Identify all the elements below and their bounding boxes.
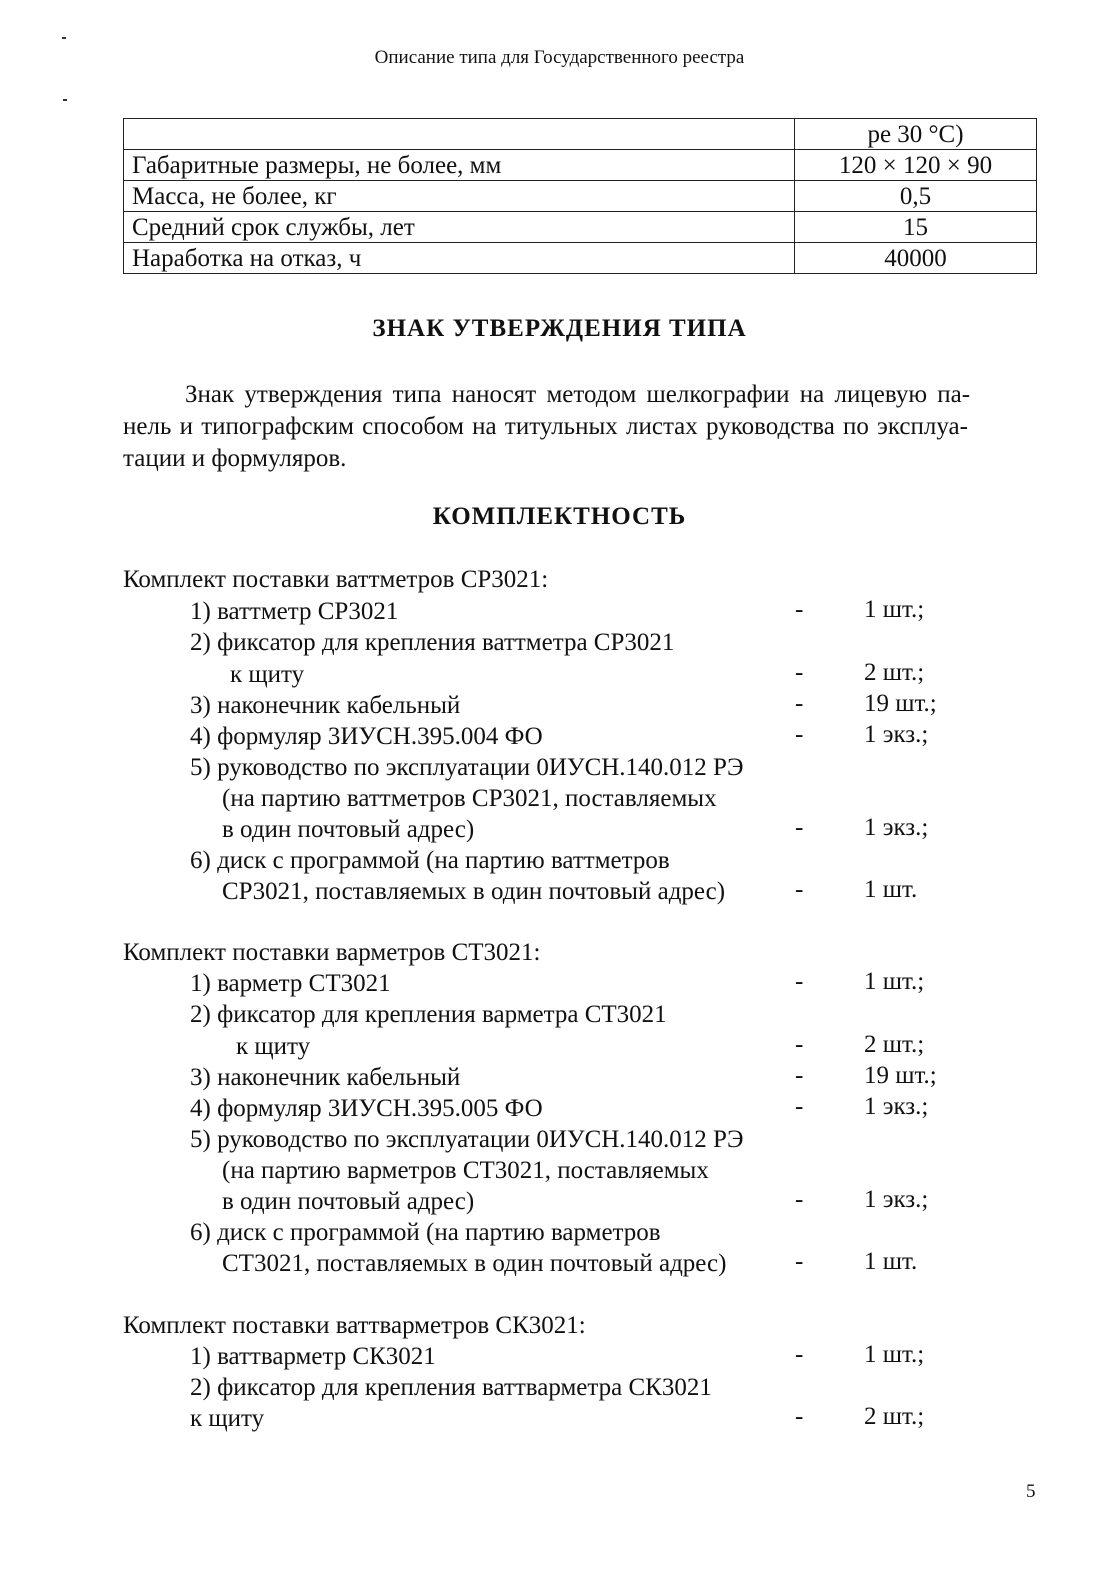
dash: -	[795, 1186, 804, 1213]
list-item: 5) руководство по эксплуатации 0ИУСН.140.012 РЭ	[190, 754, 744, 781]
list-item: 2) фиксатор для крепления ваттметра СР3021	[190, 629, 675, 656]
item-qty: 1 экз.;	[864, 1093, 929, 1120]
list-item: 1) ваттварметр СК3021	[190, 1343, 436, 1370]
spec-label: Наработка на отказ, ч	[124, 243, 795, 274]
approval-title: ЗНАК УТВЕРЖДЕНИЯ ТИПА	[372, 315, 747, 342]
item-qty: 1 экз.;	[864, 721, 929, 748]
scan-mark	[62, 37, 66, 39]
page-header: Описание типа для Государственного реестра	[374, 47, 745, 68]
approval-text-line: Знак утверждения типа наносят методом шелкографии на лицевую па-	[185, 381, 971, 408]
scan-mark	[63, 99, 67, 101]
page-number: 5	[1026, 1481, 1036, 1502]
item-qty: 1 экз.;	[864, 814, 929, 841]
list-item-cont: (на партию варметров СТ3021, поставляемых	[222, 1157, 709, 1184]
spec-label: Масса, не более, кг	[124, 181, 795, 212]
dash: -	[795, 1403, 804, 1430]
list-item: 4) формуляр 3ИУСН.395.005 ФО	[190, 1095, 543, 1122]
list-item: 4) формуляр 3ИУСН.395.004 ФО	[190, 723, 543, 750]
item-qty: 19 шт.;	[864, 1062, 937, 1089]
list-item: 1) ваттметр СР3021	[190, 598, 399, 625]
list-item: 6) диск с программой (на партию варметров	[190, 1219, 661, 1246]
spec-value: ре 30 °С)	[795, 119, 1037, 150]
item-qty: 19 шт.;	[864, 690, 937, 717]
item-qty: 1 экз.;	[864, 1186, 929, 1213]
table-row	[124, 212, 1037, 243]
dash: -	[795, 968, 804, 995]
dash: -	[795, 721, 804, 748]
set-heading: Комплект поставки ваттварметров СК3021:	[123, 1312, 586, 1339]
spec-label	[124, 119, 795, 150]
completeness-title: КОМПЛЕКТНОСТЬ	[432, 503, 687, 530]
list-item-cont: к щиту	[236, 1033, 311, 1060]
table-row	[124, 181, 1037, 212]
table-row	[124, 150, 1037, 181]
item-qty: 1 шт.	[864, 876, 918, 903]
specs-table	[123, 118, 1037, 274]
item-qty: 1 шт.;	[864, 1341, 925, 1368]
list-item: 5) руководство по эксплуатации 0ИУСН.140.012 РЭ	[190, 1126, 744, 1153]
set-heading: Комплект поставки варметров СТ3021:	[123, 939, 541, 966]
dash: -	[795, 1062, 804, 1089]
item-qty: 1 шт.;	[864, 596, 925, 623]
list-item-cont: СР3021, поставляемых в один почтовый адрес)	[222, 878, 726, 905]
list-item: 2) фиксатор для крепления ваттварметра СК3021	[190, 1374, 712, 1401]
item-qty: 1 шт.;	[864, 968, 925, 995]
table-row	[124, 243, 1037, 274]
approval-text-line: тации и формуляров.	[123, 445, 347, 472]
dash: -	[795, 1248, 804, 1275]
list-item: 6) диск с программой (на партию ваттметров	[190, 847, 670, 874]
list-item: 3) наконечник кабельный	[190, 1064, 461, 1091]
list-item-cont: в один почтовый адрес)	[222, 816, 475, 843]
dash: -	[795, 659, 804, 686]
approval-text-line: нель и типографским способом на титульных листах руководства по эксплуа-	[123, 413, 968, 440]
list-item: 1) варметр СТ3021	[190, 970, 391, 997]
item-qty: 1 шт.	[864, 1248, 918, 1275]
dash: -	[795, 690, 804, 717]
spec-value: 120 × 120 × 90	[795, 150, 1037, 181]
list-item-cont: к щиту	[190, 1405, 265, 1432]
dash: -	[795, 814, 804, 841]
set-heading: Комплект поставки ваттметров СР3021:	[123, 566, 549, 593]
list-item: 3) наконечник кабельный	[190, 692, 461, 719]
spec-label: Средний срок службы, лет	[124, 212, 795, 243]
table-row	[124, 119, 1037, 150]
dash: -	[795, 876, 804, 903]
list-item: 2) фиксатор для крепления варметра СТ3021	[190, 1001, 667, 1028]
list-item-cont: (на партию ваттметров СР3021, поставляемых	[222, 785, 717, 812]
item-qty: 2 шт.;	[864, 1031, 925, 1058]
spec-value: 0,5	[795, 181, 1037, 212]
list-item-cont: в один почтовый адрес)	[222, 1188, 475, 1215]
dash: -	[795, 1093, 804, 1120]
spec-value: 40000	[795, 243, 1037, 274]
dash: -	[795, 596, 804, 623]
list-item-cont: СТ3021, поставляемых в один почтовый адрес)	[222, 1250, 727, 1277]
spec-value: 15	[795, 212, 1037, 243]
list-item-cont: к щиту	[230, 661, 305, 688]
item-qty: 2 шт.;	[864, 659, 925, 686]
dash: -	[795, 1341, 804, 1368]
dash: -	[795, 1031, 804, 1058]
spec-label: Габаритные размеры, не более, мм	[124, 150, 795, 181]
item-qty: 2 шт.;	[864, 1403, 925, 1430]
